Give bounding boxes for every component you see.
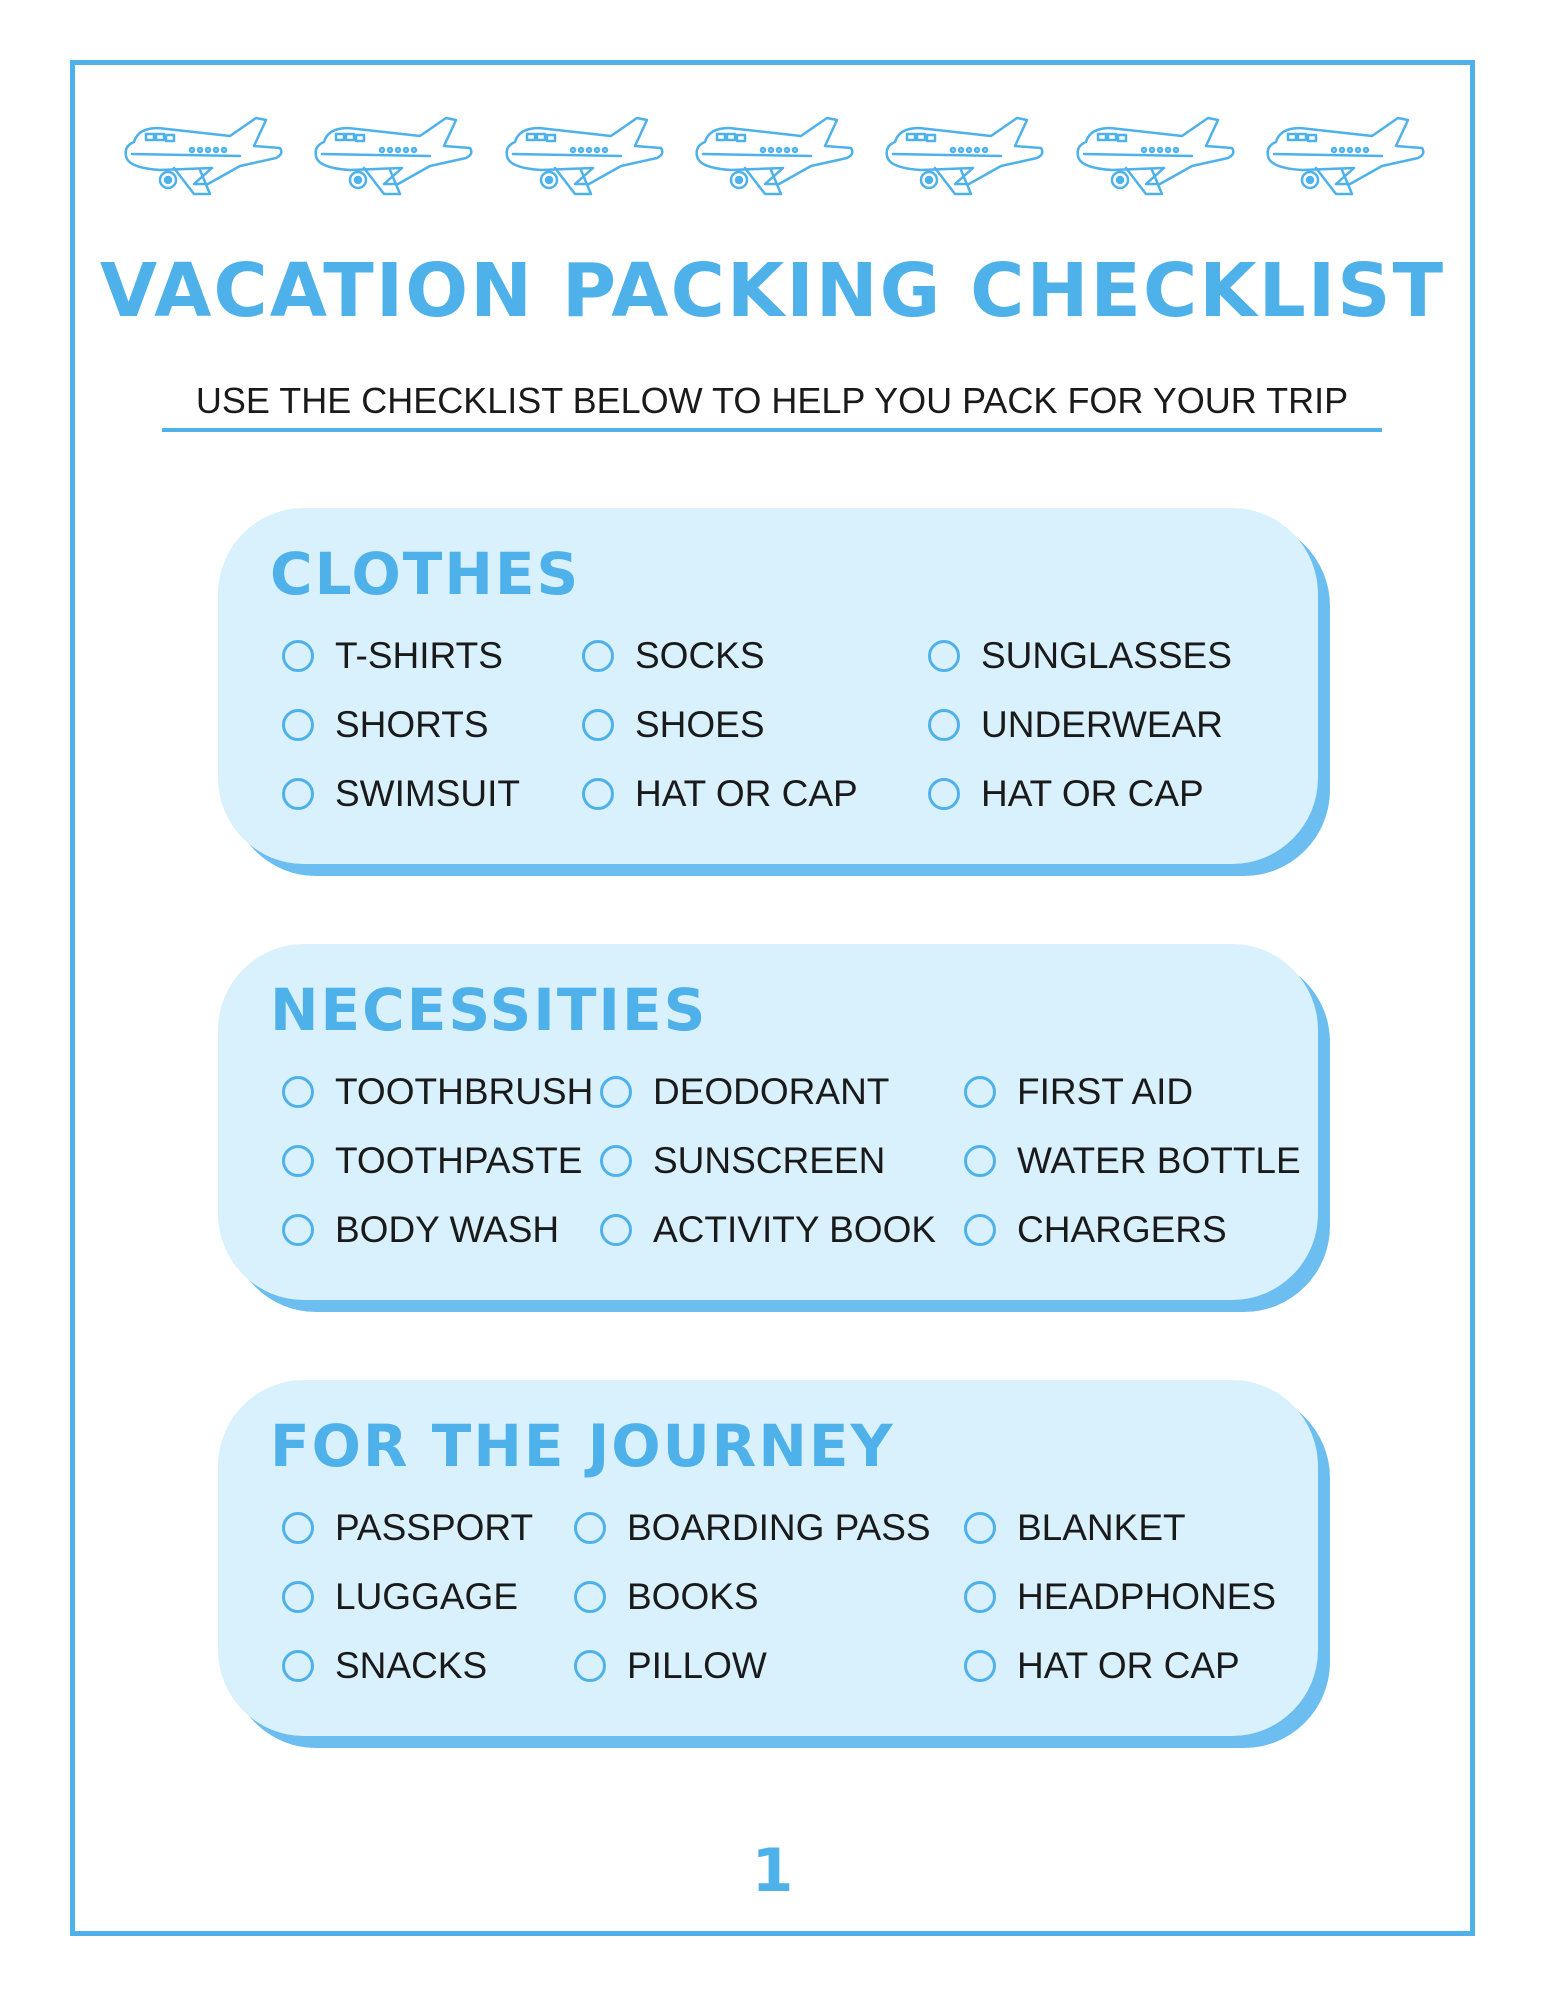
checkbox-circle-icon[interactable] [282, 778, 314, 810]
checklist-item-label: HAT OR CAP [635, 773, 858, 814]
checkbox-circle-icon[interactable] [282, 1076, 314, 1108]
checklist-item-label: BOOKS [627, 1576, 759, 1617]
checklist-item-label: T-SHIRTS [335, 635, 503, 676]
checkbox-circle-icon[interactable] [964, 1581, 996, 1613]
checklist-item-label: SUNSCREEN [653, 1140, 886, 1181]
checklist-item[interactable] [282, 1508, 533, 1548]
airplane-icon [310, 108, 478, 204]
subtitle-underline [162, 428, 1382, 432]
page-title: VACATION PACKING CHECKLIST [99, 248, 1446, 334]
checkbox-circle-icon[interactable] [574, 1512, 606, 1544]
airplane-decoration-row [120, 108, 1430, 204]
checklist-item-label: BODY WASH [335, 1209, 560, 1250]
checklist-item[interactable] [582, 636, 765, 676]
checklist-item[interactable] [282, 774, 520, 814]
checklist-item[interactable] [928, 705, 1223, 745]
checklist-item[interactable] [964, 1141, 1301, 1181]
checkbox-circle-icon[interactable] [574, 1581, 606, 1613]
checklist-item[interactable] [964, 1508, 1186, 1548]
checkbox-circle-icon[interactable] [582, 640, 614, 672]
checklist-item-label: HAT OR CAP [981, 773, 1204, 814]
checkbox-circle-icon[interactable] [582, 709, 614, 741]
section-title: FOR THE JOURNEY [270, 1412, 895, 1480]
checkbox-circle-icon[interactable] [574, 1650, 606, 1682]
airplane-icon [691, 108, 859, 204]
page-number: 1 [751, 1836, 794, 1906]
airplane-icon [501, 108, 669, 204]
checklist-item-label: LUGGAGE [335, 1576, 518, 1617]
checklist-item[interactable] [282, 1646, 487, 1686]
checklist-item[interactable] [964, 1577, 1276, 1617]
checkbox-circle-icon[interactable] [928, 709, 960, 741]
checklist-item-label: SOCKS [635, 635, 765, 676]
checklist-item-label: WATER BOTTLE [1017, 1140, 1301, 1181]
checklist-item-label: SUNGLASSES [981, 635, 1232, 676]
checklist-card [218, 508, 1318, 864]
checklist-item[interactable] [282, 636, 503, 676]
checklist-item[interactable] [600, 1210, 936, 1250]
checklist-item-label: BOARDING PASS [627, 1507, 931, 1548]
section-title: CLOTHES [270, 540, 581, 608]
checklist-item[interactable] [600, 1072, 889, 1112]
checklist-item[interactable] [600, 1141, 885, 1181]
checkbox-circle-icon[interactable] [282, 1650, 314, 1682]
checkbox-circle-icon[interactable] [600, 1145, 632, 1177]
section-title: NECESSITIES [270, 976, 708, 1044]
checkbox-circle-icon[interactable] [928, 778, 960, 810]
checklist-item-label: SWIMSUIT [335, 773, 520, 814]
checklist-item[interactable] [574, 1646, 767, 1686]
checkbox-circle-icon[interactable] [582, 778, 614, 810]
checklist-item-label: PILLOW [627, 1645, 767, 1686]
checkbox-circle-icon[interactable] [964, 1214, 996, 1246]
checklist-item[interactable] [928, 774, 1204, 814]
airplane-icon [1262, 108, 1430, 204]
checkbox-circle-icon[interactable] [282, 640, 314, 672]
checklist-item-label: DEODORANT [653, 1071, 890, 1112]
checklist-item[interactable] [582, 774, 858, 814]
checklist-item[interactable] [582, 705, 765, 745]
checkbox-circle-icon[interactable] [964, 1512, 996, 1544]
airplane-icon [881, 108, 1049, 204]
checkbox-circle-icon[interactable] [928, 640, 960, 672]
checklist-item-label: TOOTHBRUSH [335, 1071, 594, 1112]
checklist-card [218, 1380, 1318, 1736]
checklist-item-label: CHARGERS [1017, 1209, 1227, 1250]
checklist-item[interactable] [282, 1210, 559, 1250]
checkbox-circle-icon[interactable] [282, 1214, 314, 1246]
checkbox-circle-icon[interactable] [282, 1581, 314, 1613]
checkbox-circle-icon[interactable] [600, 1076, 632, 1108]
checklist-item-label: SNACKS [335, 1645, 488, 1686]
checklist-item[interactable] [282, 1141, 582, 1181]
page-subtitle: USE THE CHECKLIST BELOW TO HELP YOU PACK FOR YOUR TRIP [195, 380, 1349, 421]
checklist-item[interactable] [964, 1072, 1193, 1112]
checklist-item-label: PASSPORT [335, 1507, 534, 1548]
checklist-item[interactable] [574, 1577, 759, 1617]
checklist-item-label: TOOTHPASTE [335, 1140, 583, 1181]
checklist-item[interactable] [282, 1072, 593, 1112]
checkbox-circle-icon[interactable] [282, 1145, 314, 1177]
checklist-item-label: SHOES [635, 704, 765, 745]
airplane-icon [1072, 108, 1240, 204]
checkbox-circle-icon[interactable] [282, 709, 314, 741]
checklist-card [218, 944, 1318, 1300]
checklist-item-label: UNDERWEAR [981, 704, 1223, 745]
checklist-item-label: SHORTS [335, 704, 489, 745]
checklist-item[interactable] [964, 1210, 1227, 1250]
checklist-item[interactable] [282, 1577, 518, 1617]
checkbox-circle-icon[interactable] [600, 1214, 632, 1246]
checklist-item-label: BLANKET [1017, 1507, 1186, 1548]
checklist-item[interactable] [574, 1508, 931, 1548]
checklist-item[interactable] [282, 705, 489, 745]
checklist-item-label: HEADPHONES [1017, 1576, 1277, 1617]
checklist-item-label: FIRST AID [1017, 1071, 1194, 1112]
checklist-item-label: HAT OR CAP [1017, 1645, 1240, 1686]
checklist-item[interactable] [964, 1646, 1240, 1686]
checkbox-circle-icon[interactable] [964, 1650, 996, 1682]
checklist-item[interactable] [928, 636, 1232, 676]
checkbox-circle-icon[interactable] [964, 1076, 996, 1108]
checklist-item-label: ACTIVITY BOOK [653, 1209, 937, 1250]
checkbox-circle-icon[interactable] [282, 1512, 314, 1544]
airplane-icon [120, 108, 288, 204]
checkbox-circle-icon[interactable] [964, 1145, 996, 1177]
